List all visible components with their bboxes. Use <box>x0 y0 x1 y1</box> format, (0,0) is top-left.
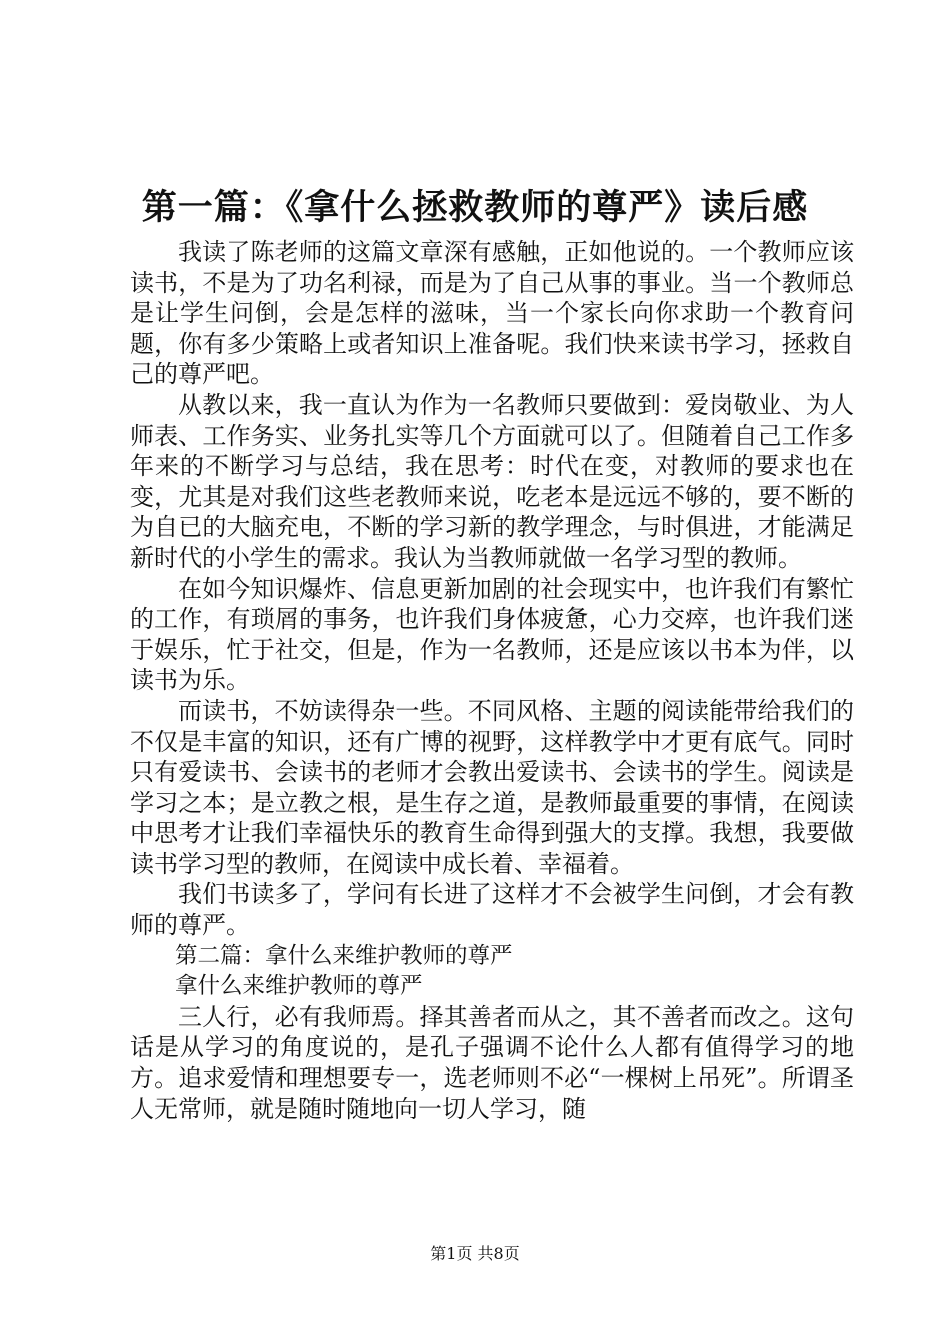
page-number-footer: 第1页 共8页 <box>430 1244 520 1263</box>
section2-paragraph: 三人行，必有我师焉。择其善者而从之，其不善者而改之。这句话是从学习的角度说的，是孔子强调不论什么人都有值得学习的地方。追求爱情和理想要专一，选老师则不必“一棵树上吊死”。所谓圣人无常师，就是随时随地向一切人学习，随 <box>130 1002 854 1123</box>
paragraph-4: 而读书，不妨读得杂一些。不同风格、主题的阅读能带给我们的不仅是丰富的知识，还有广博的视野，这样教学中才更有底气。同时只有爱读书、会读书的老师才会教出爱读书、会读书的学生。阅读是学习之本；是立教之根，是生存之道，是教师最重要的事情，在阅读中思考才让我们幸福快乐的教育生命得到强大的支撑。我想，我要做读书学习型的教师，在阅读中成长着、幸福着。 <box>130 696 854 878</box>
paragraph-2: 从教以来，我一直认为作为一名教师只要做到：爱岗敬业、为人师表、工作务实、业务扎实等几个方面就可以了。但随着自己工作多年来的不断学习与总结，我在思考：时代在变，对教师的要求也在变，尤其是对我们这些老教师来说，吃老本是远远不够的，要不断的为自已的大脑充电，不断的学习新的教学理念，与时俱进，才能满足新时代的小学生的需求。我认为当教师就做一名学习型的教师。 <box>130 390 854 572</box>
paragraph-3: 在如今知识爆炸、信息更新加剧的社会现实中，也许我们有繁忙的工作，有琐屑的事务，也许我们身体疲惫，心力交瘁，也许我们迷于娱乐，忙于社交，但是，作为一名教师，还是应该以书本为伴，以读书为乐。 <box>130 574 854 695</box>
paragraph-1: 我读了陈老师的这篇文章深有感触，正如他说的。一个教师应该读书，不是为了功名利禄，而是为了自己从事的事业。当一个教师总是让学生问倒，会是怎样的滋味，当一个家长向你求助一个教育问题，你有多少策略上或者知识上准备呢。我们快来读书学习，拯救自己的尊严吧。 <box>130 238 854 389</box>
document-title: 第一篇：《拿什么拯救教师的尊严》读后感 <box>141 187 809 228</box>
section2-heading: 第二篇：拿什么来维护教师的尊严 <box>175 942 513 969</box>
document-body <box>130 237 854 1124</box>
paragraph-5: 我们书读多了，学问有长进了这样才不会被学生问倒，才会有教师的尊严。 <box>130 880 854 940</box>
section2-subtitle: 拿什么来维护教师的尊严 <box>175 973 423 1000</box>
